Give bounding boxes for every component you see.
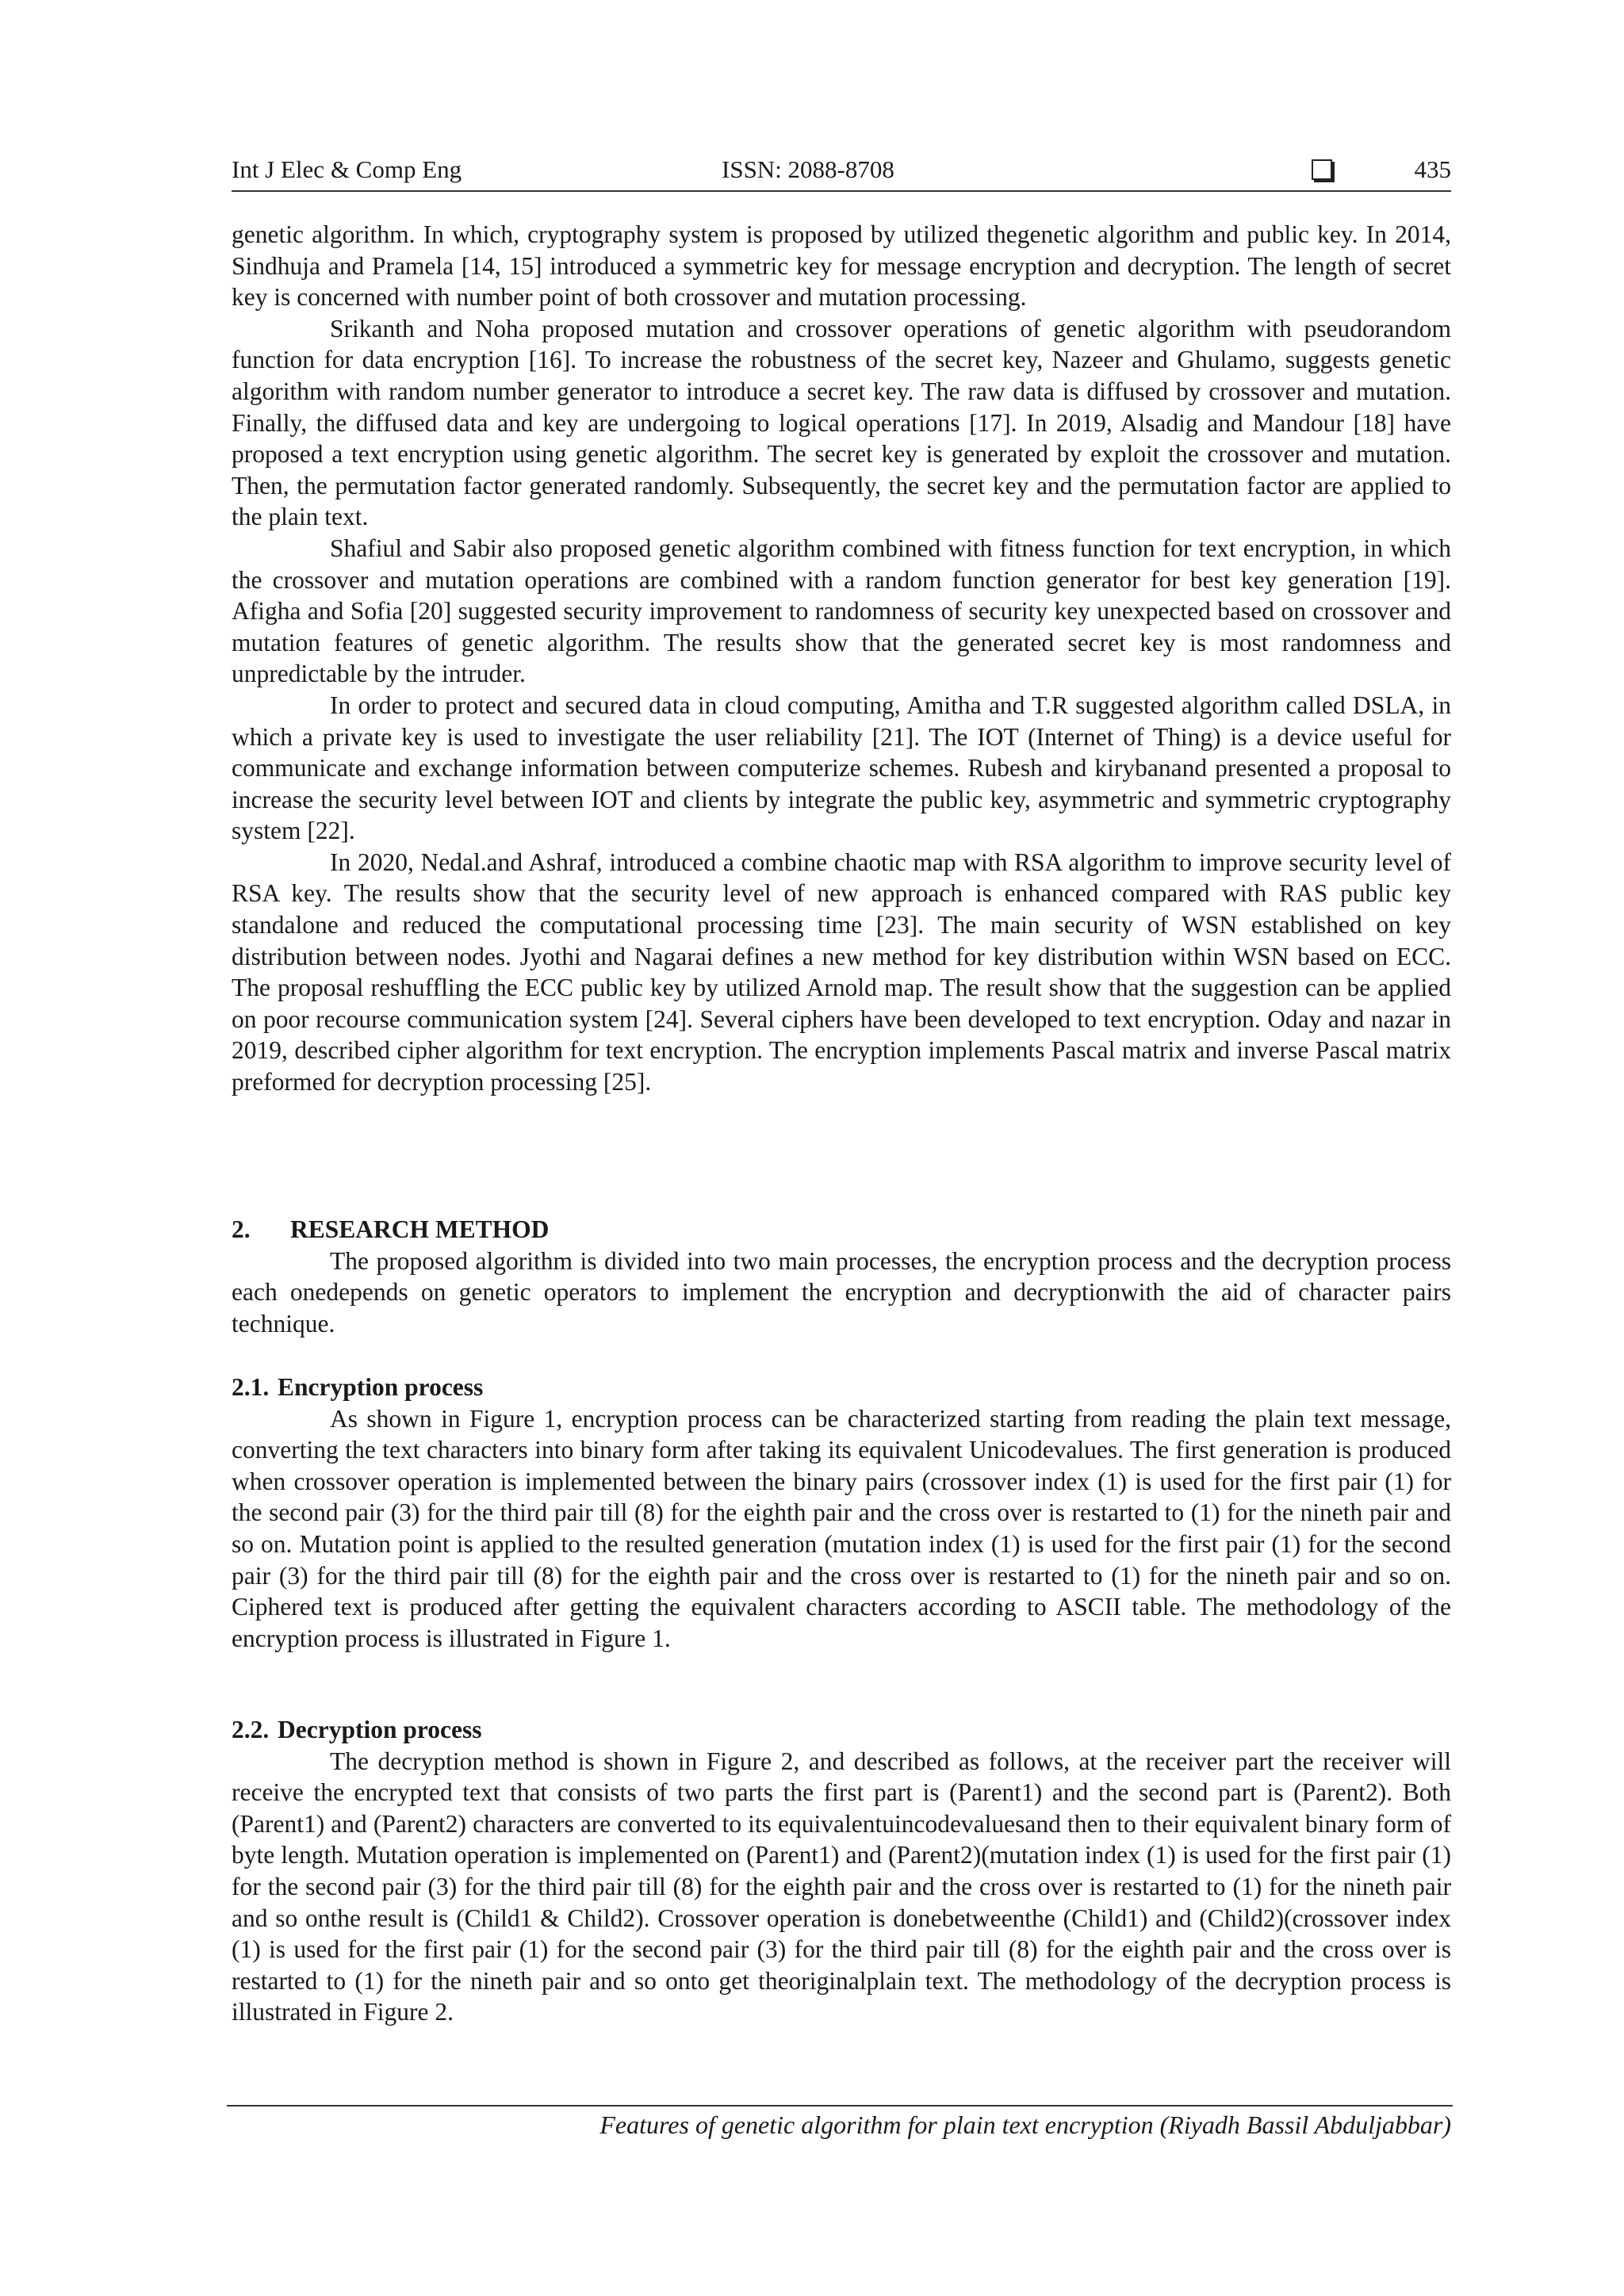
paragraph: genetic algorithm. In which, cryptography system is proposed by utilized thegenetic algorithm and public key. In 2014, Sindhuja and Pramela [14, 15] introduced a symmetric key for message encryption and decryption. The length of secret key is concerned with number point of both crossover and mutation processing.	[232, 220, 1451, 312]
subsection-heading: 2.1. Encryption process	[232, 1373, 484, 1401]
paragraph: The decryption method is shown in Figure 2, and described as follows, at the receiver part the receiver will receive the encrypted text that consists of two parts the first part is (Parent1) and the second part is (Parent2). Both (Parent1) and (Parent2) characters are converted to its equivalentuincodevaluesand then to their equivalent binary form of byte length. Mutation operation is implemented on (Parent1) and (Parent2)(mutation index (1) is used for the first pair (1) for the second pair (3) for the third pair till (8) for the eighth pair and the cross over is restarted to (1) for the nineth pair and so onthe result is (Child1 & Child2). Crossover operation is donebetweenthe (Child1) and (Child2)(crossover index (1) is used for the first pair (1) for the second pair (3) for the third pair till (8) for the eighth pair and the cross over is restarted to (1) for the nineth pair and so onto get theoriginalplain text. The methodology of the decryption process is illustrated in Figure 2.	[232, 1747, 1451, 2026]
intro-body	[232, 219, 1451, 1098]
paragraph: The proposed algorithm is divided into two main processes, the encryption process and the decryption process each onedepends on genetic operators to implement the encryption and decryptionwith the aid of character pairs technique.	[232, 1246, 1451, 1337]
page-header	[232, 154, 1451, 192]
journal-name: Int J Elec & Comp Eng	[232, 155, 462, 183]
section-research-method	[232, 1214, 1451, 1339]
square-bullet-icon	[1312, 159, 1332, 180]
page-number: 435	[1414, 155, 1451, 183]
section-heading: 2. RESEARCH METHOD	[232, 1215, 550, 1243]
issn: ISSN: 2088-8708	[722, 155, 894, 183]
paragraph: In order to protect and secured data in cloud computing, Amitha and T.R suggested algorithm called DSLA, in which a private key is used to investigate the user reliability [21]. The IOT (Internet of Thing) is a device useful for communicate and exchange information between computerize schemes. Rubesh and kirybanand presented a proposal to increase the security level between IOT and clients by integrate the public key, asymmetric and symmetric cryptography system [22].	[232, 691, 1451, 845]
section-decryption-process	[232, 1714, 1451, 2028]
footer-rule	[227, 2105, 1453, 2107]
paragraph: Shafiul and Sabir also proposed genetic algorithm combined with fitness function for text encryption, in which the crossover and mutation operations are combined with a random function generator for best key generation [19]. Afigha and Sofia [20] suggested security improvement to randomness of security key unexpected based on crossover and mutation features of genetic algorithm. The results show that the generated secret key is most randomness and unpredictable by the intruder.	[232, 534, 1451, 688]
section-encryption-process	[232, 1372, 1451, 1654]
paragraph: Srikanth and Noha proposed mutation and crossover operations of genetic algorithm with pseudorandom function for data encryption [16]. To increase the robustness of the secret key, Nazeer and Ghulamo, suggests genetic algorithm with random number generator to introduce a secret key. The raw data is diffused by crossover and mutation. Finally, the diffused data and key are undergoing to logical operations [17]. In 2019, Alsadig and Mandour [18] have proposed a text encryption using genetic algorithm. The secret key is generated by exploit the crossover and mutation. Then, the permutation factor generated randomly. Subsequently, the secret key and the permutation factor are applied to the plain text.	[232, 314, 1451, 531]
paragraph: As shown in Figure 1, encryption process can be characterized starting from reading the plain text message, converting the text characters into binary form after taking its equivalent Unicodevalues. The first generation is produced when crossover operation is implemented between the binary pairs (crossover index (1) is used for the first pair (1) for the second pair (3) for the third pair till (8) for the eighth pair and the cross over is restarted to (1) for the nineth pair and so on. Mutation point is applied to the resulted generation (mutation index (1) is used for the first pair (1) for the second pair (3) for the third pair till (8) for the eighth pair and the cross over is restarted to (1) for the nineth pair and so on. Ciphered text is produced after getting the equivalent characters according to ASCII table. The methodology of the encryption process is illustrated in Figure 1.	[232, 1404, 1451, 1652]
paragraph: In 2020, Nedal.and Ashraf, introduced a combine chaotic map with RSA algorithm to improve security level of RSA key. The results show that the security level of new approach is enhanced compared with RAS public key standalone and reduced the computational processing time [23]. The main security of WSN established on key distribution between nodes. Jyothi and Nagarai defines a new method for key distribution within WSN based on ECC. The proposal reshuffling the ECC public key by utilized Arnold map. The result show that the suggestion can be applied on poor recourse communication system [24]. Several ciphers have been developed to text encryption. Oday and nazar in 2019, described cipher algorithm for text encryption. The encryption implements Pascal matrix and inverse Pascal matrix preformed for decryption processing [25].	[232, 848, 1451, 1096]
running-title: Features of genetic algorithm for plain text encryption (Riyadh Bassil Abduljabbar)	[599, 2110, 1451, 2139]
subsection-heading: 2.2. Decryption process	[232, 1716, 482, 1743]
